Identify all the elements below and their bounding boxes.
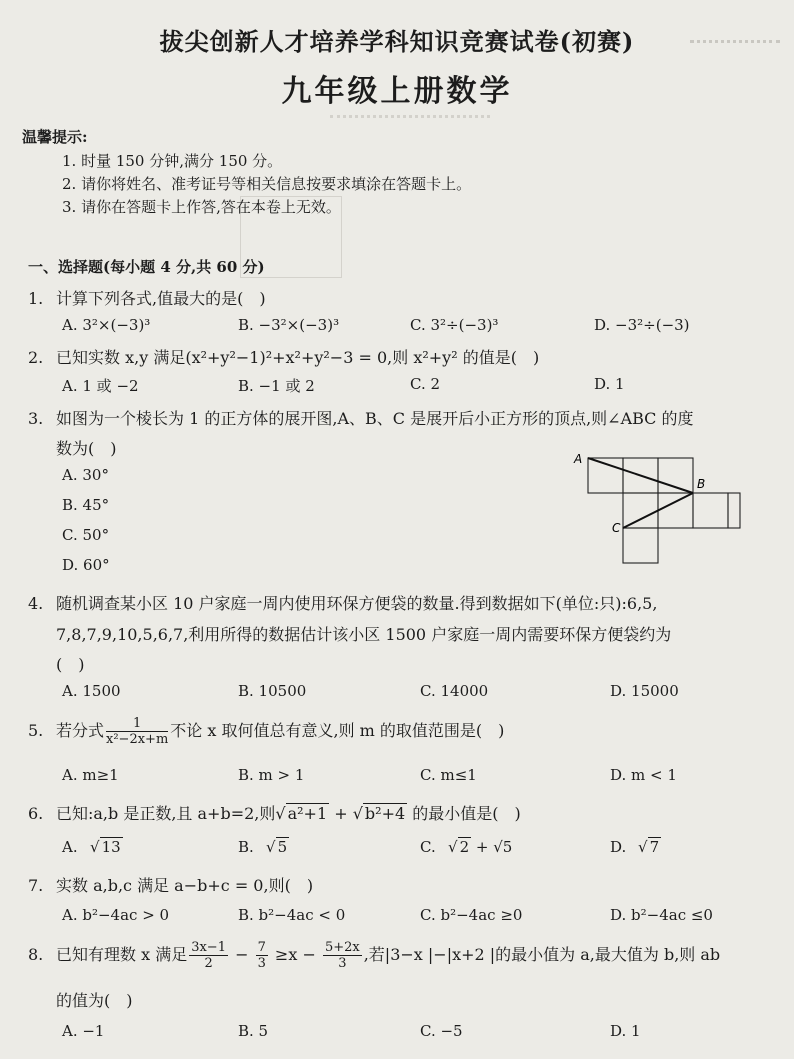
option-c: C. b²−4ac ≥0 bbox=[420, 906, 523, 924]
question-7 bbox=[28, 873, 313, 896]
option-a: A. 30° bbox=[62, 466, 109, 484]
question-number: 7. bbox=[28, 876, 44, 895]
sqrt-radicand: 2 bbox=[459, 838, 470, 856]
option-tail: + √5 bbox=[471, 838, 513, 856]
option-c: C. 14000 bbox=[420, 682, 489, 700]
fraction-numerator: 5+2x bbox=[324, 940, 360, 955]
option-a: A. b²−4ac > 0 bbox=[62, 906, 170, 924]
question-text-continued: 7,8,7,9,10,5,6,7,利用所得的数据估计该小区 1500 户家庭一周内需要环保方便袋约为 bbox=[56, 625, 672, 644]
cube-net-grid bbox=[588, 458, 740, 563]
question-text: 如图为一个棱长为 1 的正方体的展开图,A、B、C 是展开后小正方形的顶点,则∠ABC 的度 bbox=[56, 409, 694, 428]
question-text: 实数 a,b,c 满足 a−b+c = 0,则( ) bbox=[56, 876, 314, 895]
fraction bbox=[323, 940, 362, 971]
question-8 bbox=[28, 940, 720, 971]
question-number: 8. bbox=[28, 945, 44, 964]
question-text-continued: 的值为( ) bbox=[56, 991, 133, 1010]
question-text: 已知实数 x,y 满足(x²+y²−1)²+x²+y²−3 = 0,则 x²+y² 的值是( ) bbox=[56, 348, 540, 367]
fraction-numerator: 3x−1 bbox=[191, 940, 226, 955]
fraction bbox=[256, 940, 268, 971]
option-d: D. 1 bbox=[610, 1022, 641, 1040]
exam-title: 拔尖创新人才培养学科知识竞赛试卷(初赛) bbox=[159, 27, 635, 56]
question-3 bbox=[28, 406, 694, 429]
question-text: 计算下列各式,值最大的是( ) bbox=[56, 289, 266, 308]
option-b: B. 10500 bbox=[238, 682, 307, 700]
fraction-numerator: 7 bbox=[257, 940, 266, 955]
question-number: 2. bbox=[28, 348, 44, 367]
fraction-denominator: 2 bbox=[204, 956, 213, 971]
exam-subtitle: 九年级上册数学 bbox=[281, 74, 513, 109]
option-a: A. 1 或 −2 bbox=[62, 377, 139, 395]
question-text: 的最小值是( ) bbox=[407, 804, 521, 823]
option-c: C. −5 bbox=[420, 1022, 463, 1040]
option-a: A. −1 bbox=[62, 1022, 105, 1040]
option-c: C. 2 bbox=[410, 375, 441, 393]
fraction-numerator: 1 bbox=[106, 716, 168, 732]
plus-sign: + bbox=[329, 804, 353, 823]
option-b: B. 5 bbox=[238, 1022, 269, 1040]
question-text: 若分式 bbox=[56, 721, 105, 740]
minus-sign: − bbox=[229, 945, 254, 964]
question-2 bbox=[28, 345, 539, 368]
option-d: D. 15000 bbox=[610, 682, 679, 700]
question-6: 6. 已知:a,b 是正数,且 a+b=2,则√ a²+1 + √ b²+4 的最小值是( ) bbox=[28, 804, 521, 823]
option-label: B. bbox=[238, 838, 254, 856]
tip-item: 3. 请你在答题卡上作答,答在本卷上无效。 bbox=[62, 198, 341, 216]
option-c: C. 50° bbox=[62, 526, 110, 544]
option-b: B. b²−4ac < 0 bbox=[238, 906, 346, 924]
option-label: D. bbox=[610, 838, 627, 856]
bleed-through-text bbox=[330, 115, 490, 126]
question-text-continued: ( ) bbox=[56, 655, 85, 674]
tip-item: 2. 请你将姓名、准考证号等相关信息按要求填涂在答题卡上。 bbox=[62, 175, 472, 193]
option-b: B. √ 5 bbox=[238, 838, 288, 856]
option-d: D. m < 1 bbox=[610, 766, 677, 784]
option-a: A. 1500 bbox=[62, 682, 121, 700]
question-number: 1. bbox=[28, 289, 44, 308]
option-d: D. 60° bbox=[62, 556, 110, 574]
option-label: A. bbox=[62, 838, 78, 856]
option-c: C. m≤1 bbox=[420, 766, 477, 784]
option-b: B. m > 1 bbox=[238, 766, 305, 784]
section-title: 一、选择题(每小题 4 分,共 60 分) bbox=[28, 258, 265, 276]
option-c: C. √ 2 + √5 bbox=[420, 838, 513, 856]
sqrt-radicand: b²+4 bbox=[364, 804, 406, 823]
option-a: A. m≥1 bbox=[62, 766, 119, 784]
cube-net-figure bbox=[560, 446, 750, 566]
bleed-through-text bbox=[690, 40, 780, 51]
option-b: B. 45° bbox=[62, 496, 110, 514]
vertex-label-c: C bbox=[612, 521, 621, 535]
fraction bbox=[189, 940, 228, 971]
option-a: A. 3²×(−3)³ bbox=[62, 316, 151, 334]
question-number: 4. bbox=[28, 594, 44, 613]
option-b: B. −1 或 2 bbox=[238, 377, 315, 395]
question-number: 6. bbox=[28, 804, 44, 823]
question-text: 已知:a,b 是正数,且 a+b=2,则 bbox=[56, 804, 276, 823]
vertex-label-b: B bbox=[697, 477, 706, 491]
question-1 bbox=[28, 286, 266, 309]
option-b: B. −3²×(−3)³ bbox=[238, 316, 340, 334]
option-d: D. 1 bbox=[594, 375, 625, 393]
question-text: ,若|3−x |−|x+2 |的最小值为 a,最大值为 b,则 ab bbox=[363, 945, 721, 964]
tip-item: 1. 时量 150 分钟,满分 150 分。 bbox=[62, 152, 283, 170]
fraction-denominator: 3 bbox=[257, 956, 266, 971]
question-text: 不论 x 取何值总有意义,则 m 的取值范围是( ) bbox=[170, 721, 505, 740]
question-text-continued: 数为( ) bbox=[56, 439, 117, 458]
question-text: 已知有理数 x 满足 bbox=[56, 945, 188, 964]
sqrt-radicand: 5 bbox=[277, 838, 288, 856]
fraction-denominator: 3 bbox=[338, 956, 347, 971]
option-d: D. b²−4ac ≤0 bbox=[610, 906, 713, 924]
question-5 bbox=[28, 716, 504, 747]
question-number: 5. bbox=[28, 721, 44, 740]
option-label: C. bbox=[420, 838, 436, 856]
inequality-text: ≥x − bbox=[269, 945, 321, 964]
tips-heading: 温馨提示: bbox=[22, 128, 88, 146]
question-text: 随机调查某小区 10 户家庭一周内使用环保方便袋的数量.得到数据如下(单位:只):6,5, bbox=[56, 594, 658, 613]
fraction bbox=[106, 716, 168, 747]
option-a: A. √ 13 bbox=[62, 838, 121, 856]
vertex-label-a: A bbox=[574, 452, 583, 466]
option-d: D. −3²÷(−3) bbox=[594, 316, 690, 334]
fraction-denominator: x²−2x+m bbox=[106, 732, 169, 747]
question-number: 3. bbox=[28, 409, 44, 428]
option-d: D. √ 7 bbox=[610, 838, 660, 856]
option-c: C. 3²÷(−3)³ bbox=[410, 316, 499, 334]
sqrt-radicand: 7 bbox=[649, 838, 660, 856]
question-4 bbox=[28, 591, 657, 614]
sqrt-radicand: 13 bbox=[101, 838, 121, 856]
sqrt-radicand: a²+1 bbox=[287, 804, 328, 823]
